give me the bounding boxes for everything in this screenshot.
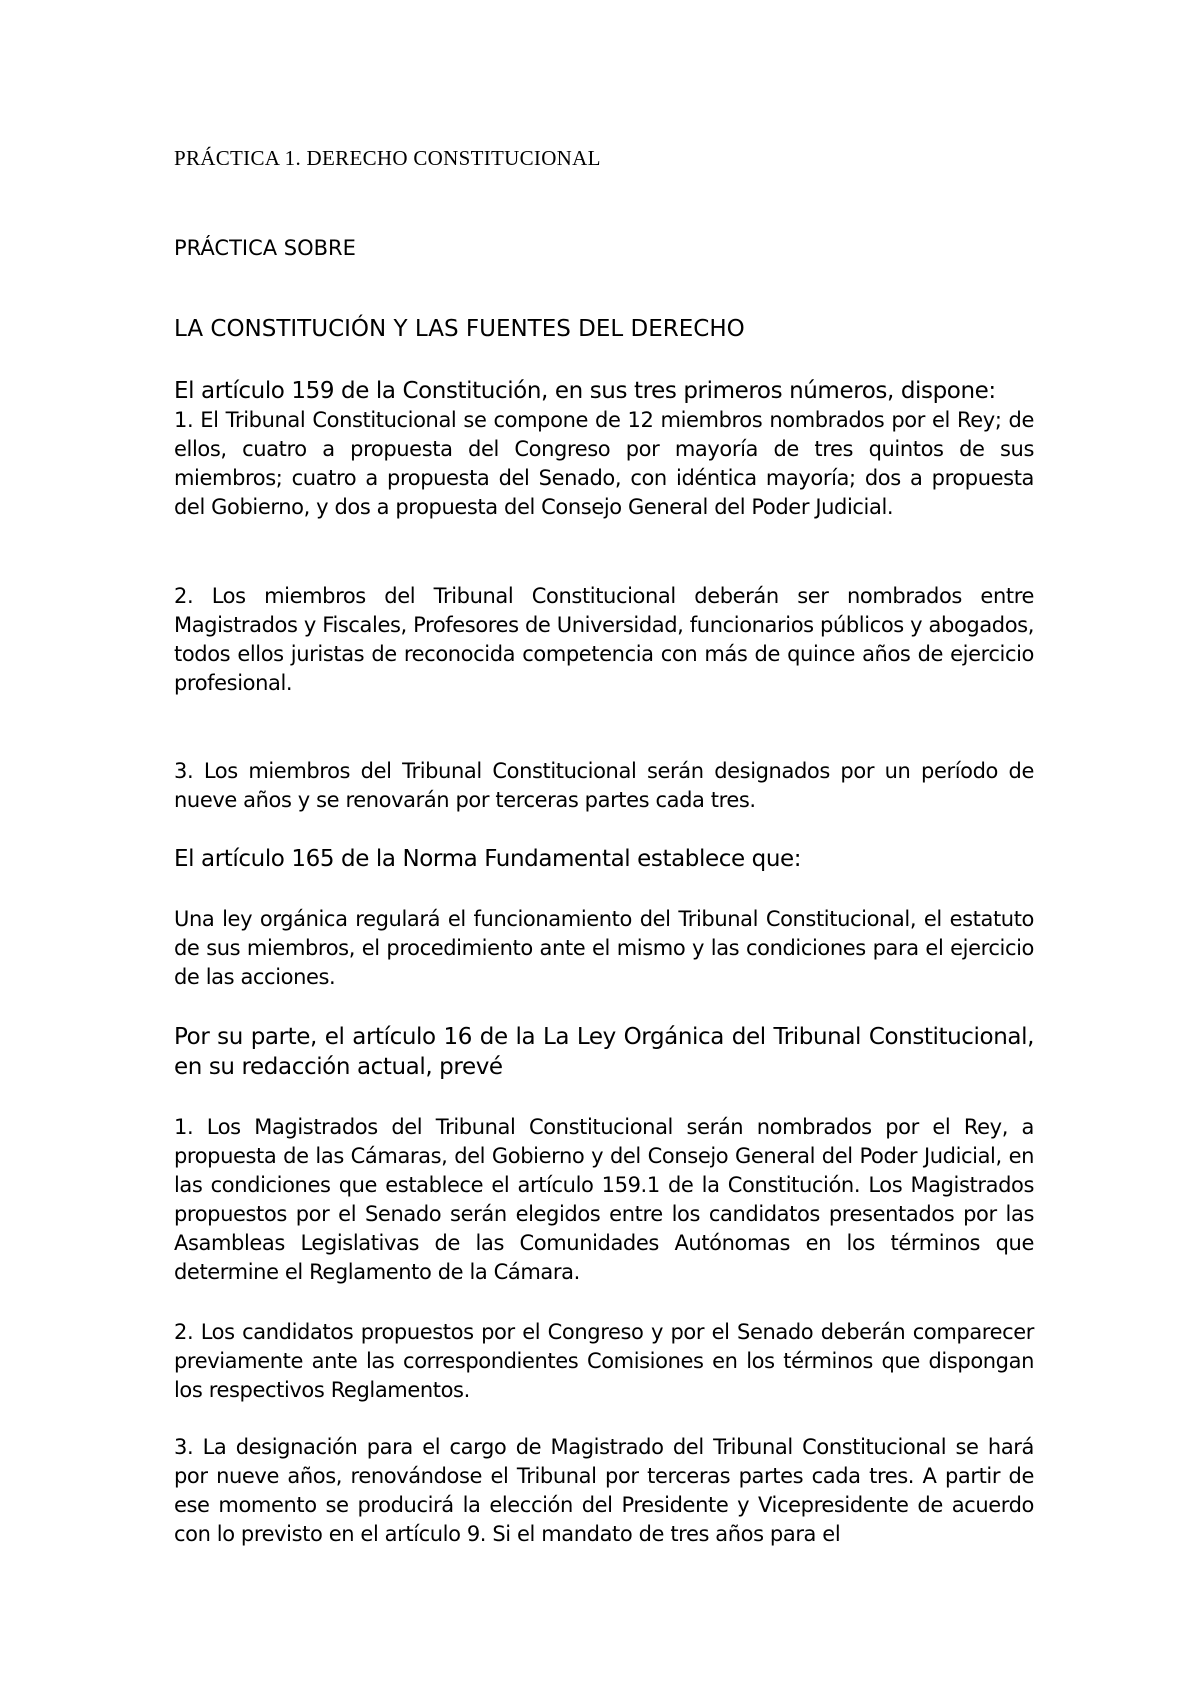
lotc-article-16-paragraph-1-block (174, 1113, 1034, 1287)
article-159-paragraph-3-block (174, 757, 1034, 815)
article-165-paragraph: Una ley orgánica regulará el funcionamiento del Tribunal Constitucional, el estatuto de sus miembros, el procedimiento ante el mismo y las condiciones para el ejercicio de las acciones. (174, 907, 1034, 989)
lotc-article-16-paragraph-1: 1. Los Magistrados del Tribunal Constitucional serán nombrados por el Rey, a propuesta de las Cámaras, del Gobierno y del Consejo General del Poder Judicial, en las condiciones que establece el artículo 159.1 de la Constitución. Los Magistrados propuestos por el Senado serán elegidos entre los candidatos presentados por las Asambleas Legislativas de las Comunidades Autónomas en los términos que determine el Reglamento de la Cámara. (174, 1115, 1034, 1284)
subtitle-practica-sobre: PRÁCTICA SOBRE (174, 236, 356, 260)
article-159-paragraph-1: 1. El Tribunal Constitucional se compone de 12 miembros nombrados por el Rey; de ellos, cuatro a propuesta del Congreso por mayoría de tres quintos de sus miembros; cuatro a propuesta del Senado, con idéntica mayoría; dos a propuesta del Gobierno, y dos a propuesta del Consejo General del Poder Judicial. (174, 408, 1034, 519)
lotc-article-16-paragraph-3-block (174, 1433, 1034, 1549)
article-159-section (174, 376, 1034, 522)
document-title: PRÁCTICA 1. DERECHO CONSTITUCIONAL (174, 146, 601, 170)
article-159-intro: El artículo 159 de la Constitución, en sus tres primeros números, dispone: (174, 378, 996, 404)
lotc-article-16-section (174, 1022, 1034, 1082)
article-165-paragraph-block (174, 905, 1034, 992)
lotc-article-16-paragraph-2-block (174, 1318, 1034, 1405)
article-159-paragraph-3: 3. Los miembros del Tribunal Constitucional serán designados por un período de nueve años y se renovarán por terceras partes cada tres. (174, 759, 1034, 812)
article-159-paragraph-2-block (174, 582, 1034, 698)
article-159-paragraph-2: 2. Los miembros del Tribunal Constitucional deberán ser nombrados entre Magistrados y Fiscales, Profesores de Universidad, funcionarios públicos y abogados, todos ellos juristas de reconocida competencia con más de quince años de ejercicio profesional. (174, 584, 1034, 695)
lotc-article-16-paragraph-2: 2. Los candidatos propuestos por el Congreso y por el Senado deberán comparecer previamente ante las correspondientes Comisiones en los términos que dispongan los respectivos Reglamentos. (174, 1320, 1034, 1402)
article-165-section (174, 844, 1034, 874)
article-165-heading: El artículo 165 de la Norma Fundamental establece que: (174, 846, 802, 872)
lotc-article-16-paragraph-3: 3. La designación para el cargo de Magistrado del Tribunal Constitucional se hará por nueve años, renovándose el Tribunal por terceras partes cada tres. A partir de ese momento se producirá la elección del Presidente y Vicepresidente de acuerdo con lo previsto en el artículo 9. Si el mandato de tres años para el (174, 1435, 1034, 1546)
lotc-article-16-heading: Por su parte, el artículo 16 de la La Ley Orgánica del Tribunal Constitucional, en su redacción actual, prevé (174, 1024, 1034, 1080)
subtitle-constitucion-fuentes: LA CONSTITUCIÓN Y LAS FUENTES DEL DERECHO (174, 316, 745, 342)
